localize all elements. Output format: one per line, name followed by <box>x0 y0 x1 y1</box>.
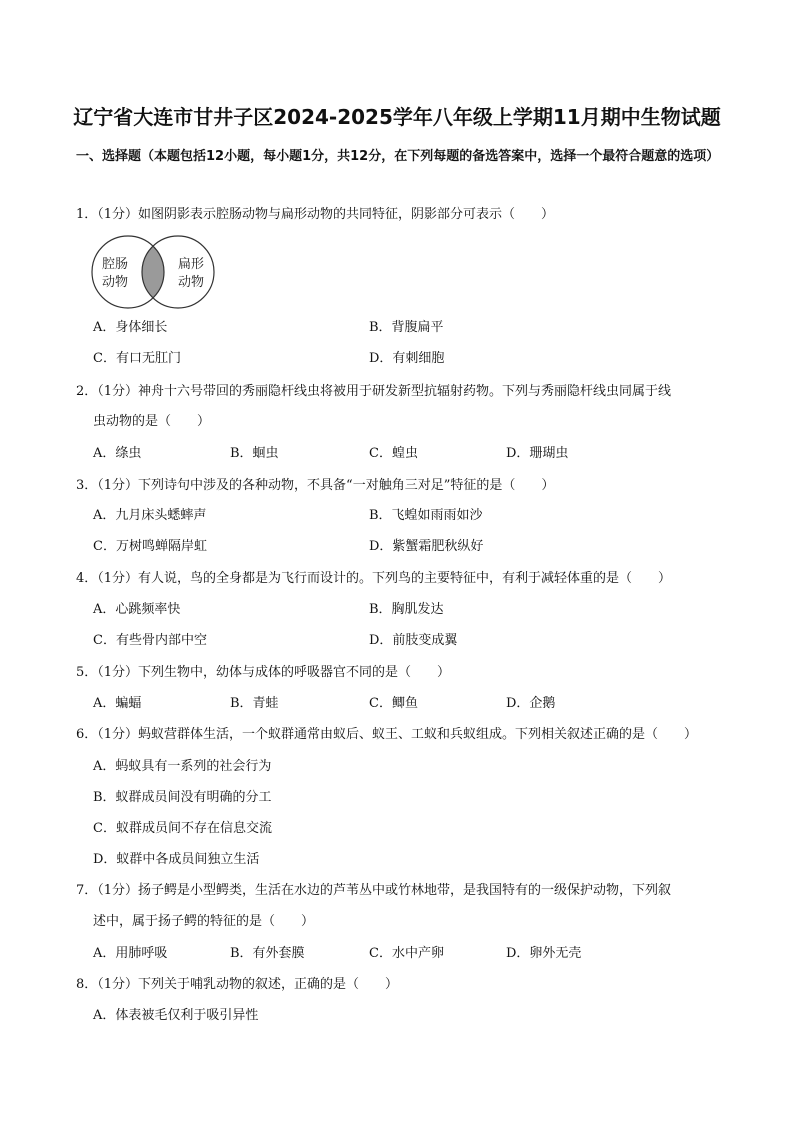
q6-option-a: A．蚂蚁具有一系列的社会行为 <box>93 759 272 774</box>
venn-right-label-2: 动物 <box>178 275 205 290</box>
q1-option-c: C．有口无肛门 <box>93 351 181 366</box>
q3-option-b: B．飞蝗如雨雨如沙 <box>369 508 483 523</box>
q1-option-d: D．有刺细胞 <box>369 351 445 366</box>
q7-option-b: B．有外套膜 <box>230 946 305 961</box>
q3-option-c: C．万树鸣蝉隔岸虹 <box>93 539 207 554</box>
question-8-stem: 8．（1分）下列关于哺乳动物的叙述，正确的是（ ） <box>76 977 399 992</box>
question-4-stem: 4．（1分）有人说，鸟的全身都是为飞行而设计的。下列鸟的主要特征中，有利于减轻体重的是（ ） <box>76 571 672 586</box>
venn-left-label-1: 腔肠 <box>102 257 129 272</box>
q5-option-a: A．蝙蝠 <box>93 696 142 711</box>
q1-option-a: A．身体细长 <box>93 320 168 335</box>
q4-option-d: D．前肢变成翼 <box>369 633 458 648</box>
venn-left-label-2: 动物 <box>102 275 129 290</box>
q2-option-a: A．绦虫 <box>93 446 142 461</box>
q5-option-d: D．企鹅 <box>506 696 556 711</box>
q7-option-d: D．卵外无壳 <box>506 946 582 961</box>
q6-option-b: B．蚁群成员间没有明确的分工 <box>93 790 272 805</box>
q6-option-d: D．蚁群中各成员间独立生活 <box>93 852 260 867</box>
q8-option-a: A．体表被毛仅利于吸引异性 <box>93 1008 259 1023</box>
question-2-stem: 2．（1分）神舟十六号带回的秀丽隐杆线虫将被用于研发新型抗辐射药物。下列与秀丽隐杆线虫同属于线 <box>76 384 672 399</box>
question-2-stem-cont: 虫动物的是（ ） <box>93 414 211 429</box>
question-6-stem: 6．（1分）蚂蚁营群体生活，一个蚁群通常由蚁后、蚁王、工蚁和兵蚁组成。下列相关叙述正确的是（ ） <box>76 727 698 742</box>
q1-option-b: B．背腹扁平 <box>369 320 444 335</box>
q7-option-a: A．用肺呼吸 <box>93 946 168 961</box>
q5-option-b: B．青蛙 <box>230 696 279 711</box>
q7-option-c: C．水中产卵 <box>369 946 444 961</box>
q5-option-c: C．鲫鱼 <box>369 696 418 711</box>
q3-option-a: A．九月床头蟋蟀声 <box>93 508 207 523</box>
q2-option-c: C．蝗虫 <box>369 446 418 461</box>
section-heading: 一、选择题（本题包括12小题，每小题1分，共12分，在下列每题的备选答案中，选择一个最符合题意的选项） <box>76 149 720 164</box>
question-1-stem: 1．（1分）如图阴影表示腔肠动物与扁形动物的共同特征，阴影部分可表示（ ） <box>76 207 555 222</box>
question-7-stem: 7．（1分）扬子鳄是小型鳄类，生活在水边的芦苇丛中或竹林地带，是我国特有的一级保护动物，下列叙 <box>76 883 672 898</box>
question-3-stem: 3．（1分）下列诗句中涉及的各种动物，不具备“一对触角三对足”特征的是（ ） <box>76 478 555 493</box>
q2-option-b: B．蛔虫 <box>230 446 279 461</box>
question-5-stem: 5．（1分）下列生物中，幼体与成体的呼吸器官不同的是（ ） <box>76 665 451 680</box>
question-7-stem-cont: 述中，属于扬子鳄的特征的是（ ） <box>93 914 315 929</box>
exam-title: 辽宁省大连市甘井子区2024-2025学年八年级上学期11月期中生物试题 <box>73 105 721 129</box>
venn-right-label-1: 扁形 <box>178 257 205 272</box>
venn-diagram <box>90 233 222 311</box>
q4-option-a: A．心跳频率快 <box>93 602 181 617</box>
q4-option-c: C．有些骨内部中空 <box>93 633 207 648</box>
q6-option-c: C．蚁群成员间不存在信息交流 <box>93 821 272 836</box>
q3-option-d: D．紫蟹霜肥秋纵好 <box>369 539 484 554</box>
q4-option-b: B．胸肌发达 <box>369 602 444 617</box>
q2-option-d: D．珊瑚虫 <box>506 446 569 461</box>
